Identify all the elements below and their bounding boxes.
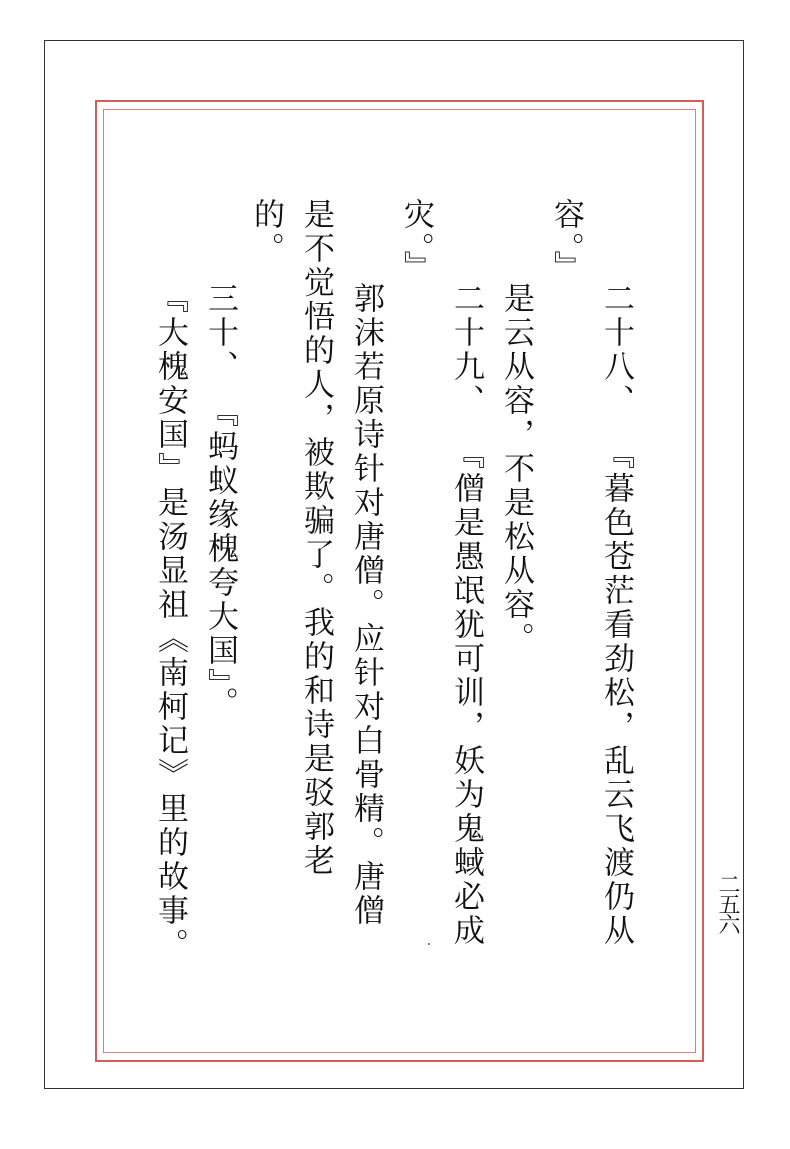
entry-28-line-2: 容。』 xyxy=(548,198,584,285)
entry-29-line-2: 灾。』 xyxy=(398,198,434,285)
entry-30-line-2: 『大槐安国』是汤显祖《南柯记》里的故事。 xyxy=(152,282,188,962)
entry-29-number: 二十九、 xyxy=(448,282,484,418)
entry-30-line-1: 『蚂蚁缘槐夸大国』。 xyxy=(202,396,238,721)
page-number: 二五六 xyxy=(715,873,740,933)
entry-29-line-4: 是不觉悟的人，被欺骗了。我的和诗是驳郭老 xyxy=(298,198,334,878)
entry-29-line-5: 的。 xyxy=(248,198,284,266)
entry-28-line-1: 『暮色苍茫看劲松，乱云飞渡仍从 xyxy=(598,438,634,948)
entry-29-line-3: 郭沫若原诗针对唐僧。应针对白骨精。唐僧 xyxy=(348,282,384,928)
entry-29-line-1: 『僧是愚氓犹可训，妖为鬼蜮必成 xyxy=(448,438,484,948)
entry-30-number: 三十、 xyxy=(202,282,238,384)
entry-28-number: 二十八、 xyxy=(598,282,634,418)
print-speck xyxy=(428,943,430,945)
entry-28-line-3: 是云从容，不是松从容。 xyxy=(498,282,534,656)
